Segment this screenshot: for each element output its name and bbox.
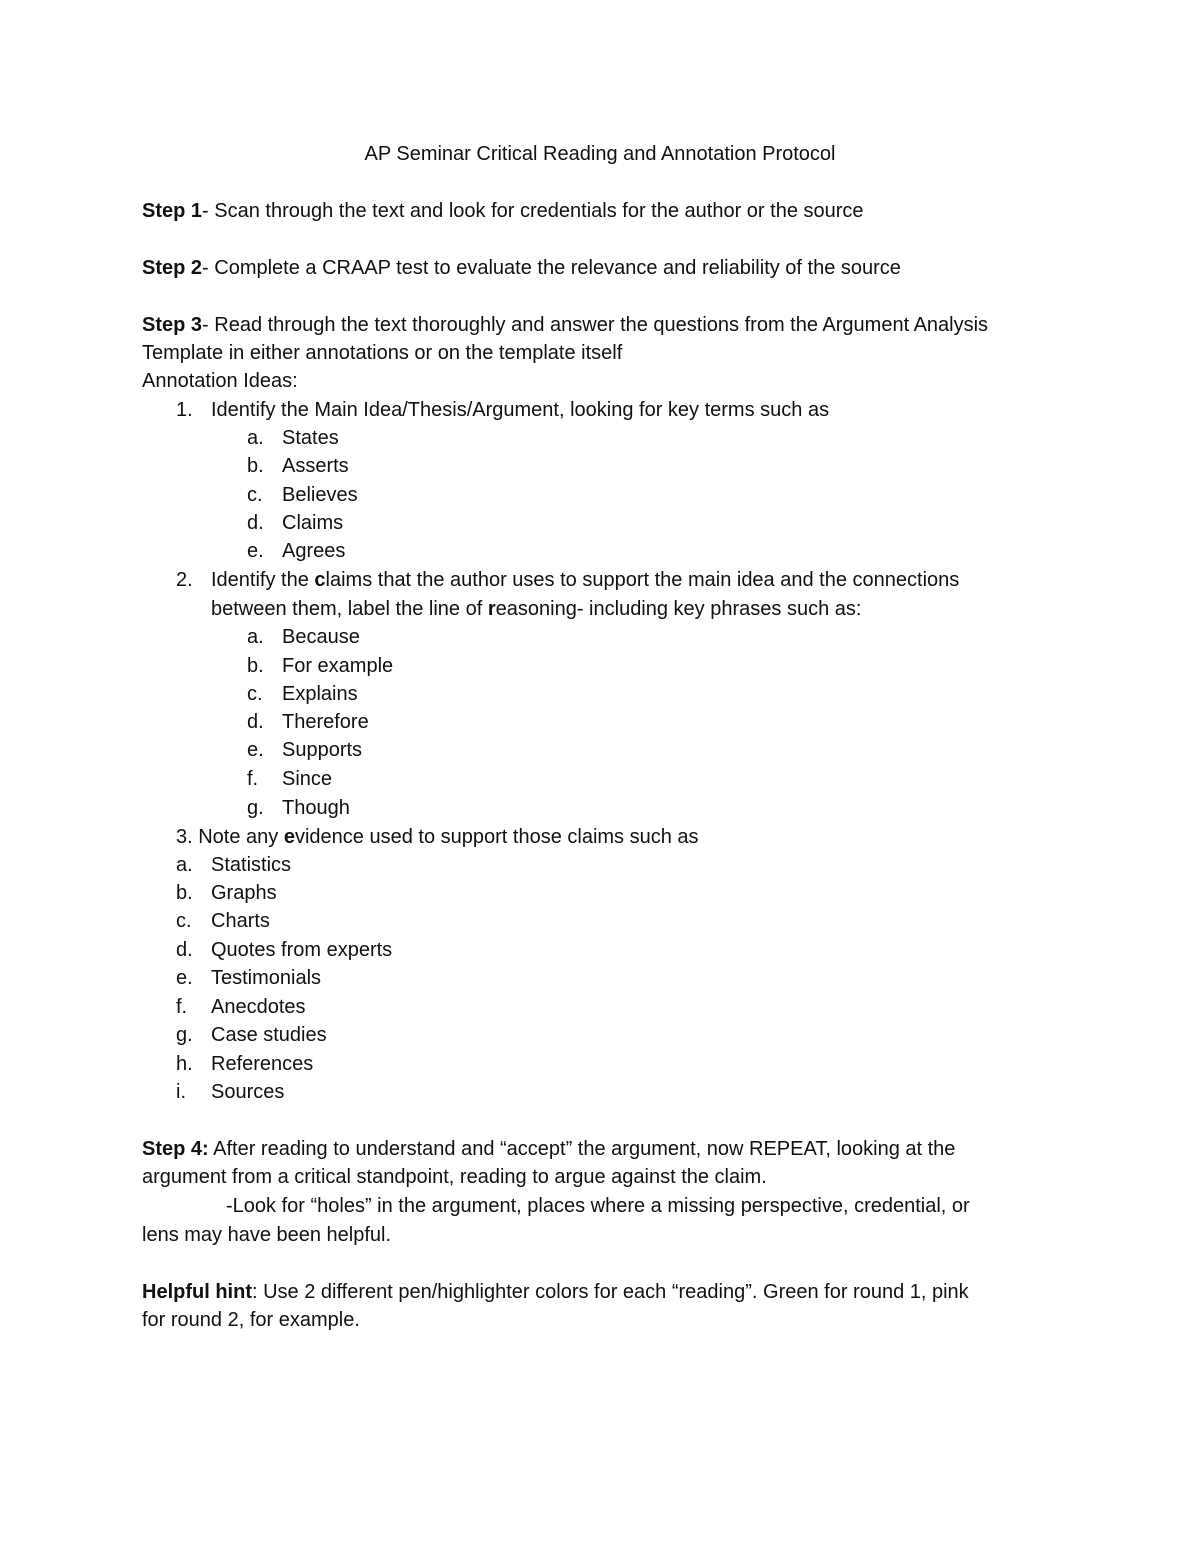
sublist-letter: a. xyxy=(176,854,193,876)
step-2-text: - Complete a CRAAP test to evaluate the relevance and reliability of the source xyxy=(202,257,901,279)
emphasis-letter: e xyxy=(283,826,295,848)
list-item xyxy=(176,823,699,851)
list-item-text: between them, label the line of xyxy=(211,598,488,620)
sublist-item: Though xyxy=(282,797,350,819)
sublist-letter: c. xyxy=(247,484,263,506)
hint-line-2: for round 2, for example. xyxy=(142,1309,360,1331)
step-4-line-4: lens may have been helpful. xyxy=(142,1224,392,1246)
sublist-letter: i. xyxy=(176,1081,186,1103)
sublist-item: States xyxy=(282,427,339,449)
page-title: AP Seminar Critical Reading and Annotation Protocol xyxy=(364,143,836,165)
list-item: Identify the Main Idea/Thesis/Argument, looking for key terms such as xyxy=(211,399,830,421)
sublist-item: Testimonials xyxy=(211,967,322,989)
sublist-letter: e. xyxy=(176,967,193,989)
sublist-item: Claims xyxy=(282,512,344,534)
sublist-letter: b. xyxy=(247,655,264,677)
sublist-letter: d. xyxy=(176,939,193,961)
sublist-item: References xyxy=(211,1053,314,1075)
step-4-line-3: -Look for “holes” in the argument, places where a missing perspective, credential, or xyxy=(226,1195,970,1217)
list-item-text: Identify the xyxy=(211,569,315,591)
list-item-text: vidence used to support those claims such as xyxy=(294,826,699,848)
step-1-text: - Scan through the text and look for credentials for the author or the source xyxy=(202,200,864,222)
sublist-letter: a. xyxy=(247,427,264,449)
list-item-text: laims that the author uses to support the main idea and the connections xyxy=(325,569,960,591)
list-item-text: 3. Note any xyxy=(176,826,284,848)
step-4-line-2: argument from a critical standpoint, reading to argue against the claim. xyxy=(142,1166,767,1188)
hint-text: : Use 2 different pen/highlighter colors for each “reading”. Green for round 1, pink xyxy=(251,1281,969,1303)
step-4-label: Step 4: xyxy=(142,1138,209,1160)
step-4-line-1 xyxy=(142,1135,955,1163)
sublist-letter: g. xyxy=(247,797,264,819)
step-4-text: After reading to understand and “accept” the argument, now REPEAT, looking at the xyxy=(208,1138,956,1160)
sublist-item: Quotes from experts xyxy=(211,939,393,961)
annotation-heading: Annotation Ideas: xyxy=(142,370,298,392)
sublist-letter: d. xyxy=(247,711,264,733)
step-1-label: Step 1 xyxy=(142,200,203,222)
step-3-line-2: Template in either annotations or on the template itself xyxy=(142,342,623,364)
sublist-letter: f. xyxy=(247,768,259,790)
sublist-letter: e. xyxy=(247,739,264,761)
hint-line-1 xyxy=(142,1278,969,1306)
sublist-item: Anecdotes xyxy=(211,996,306,1018)
sublist-item: Asserts xyxy=(282,455,349,477)
emphasis-letter: c xyxy=(314,569,326,591)
sublist-letter: b. xyxy=(247,455,264,477)
sublist-letter: g. xyxy=(176,1024,193,1046)
sublist-letter: c. xyxy=(176,910,192,932)
sublist-item: Statistics xyxy=(211,854,292,876)
sublist-item: Since xyxy=(282,768,333,790)
sublist-item: Case studies xyxy=(211,1024,327,1046)
sublist-letter: b. xyxy=(176,882,193,904)
step-3-text: - Read through the text thoroughly and answer the questions from the Argument Analysis xyxy=(202,314,989,336)
sublist-letter: f. xyxy=(176,996,188,1018)
sublist-item: Explains xyxy=(282,683,358,705)
sublist-item: Graphs xyxy=(211,882,277,904)
sublist-item: Because xyxy=(282,626,360,648)
step-2-label: Step 2 xyxy=(142,257,203,279)
sublist-item: Therefore xyxy=(282,711,369,733)
sublist-letter: d. xyxy=(247,512,264,534)
emphasis-letter: r xyxy=(487,598,496,620)
sublist-item: Supports xyxy=(282,739,363,761)
list-number: 1. xyxy=(176,399,193,421)
step-3-label: Step 3 xyxy=(142,314,203,336)
sublist-letter: c. xyxy=(247,683,263,705)
list-item-text: easoning- including key phrases such as: xyxy=(495,598,862,620)
sublist-letter: h. xyxy=(176,1053,193,1075)
sublist-letter: e. xyxy=(247,540,264,562)
list-number: 2. xyxy=(176,569,193,591)
sublist-letter: a. xyxy=(247,626,264,648)
sublist-item: Charts xyxy=(211,910,270,932)
sublist-item: Sources xyxy=(211,1081,285,1103)
sublist-item: Believes xyxy=(282,484,358,506)
step-1 xyxy=(142,197,864,225)
step-2 xyxy=(142,254,901,282)
sublist-item: For example xyxy=(282,655,394,677)
step-3-line-1 xyxy=(142,311,988,339)
list-item-continuation xyxy=(211,595,861,623)
list-item xyxy=(211,566,959,594)
sublist-item: Agrees xyxy=(282,540,346,562)
hint-label: Helpful hint xyxy=(142,1281,252,1303)
